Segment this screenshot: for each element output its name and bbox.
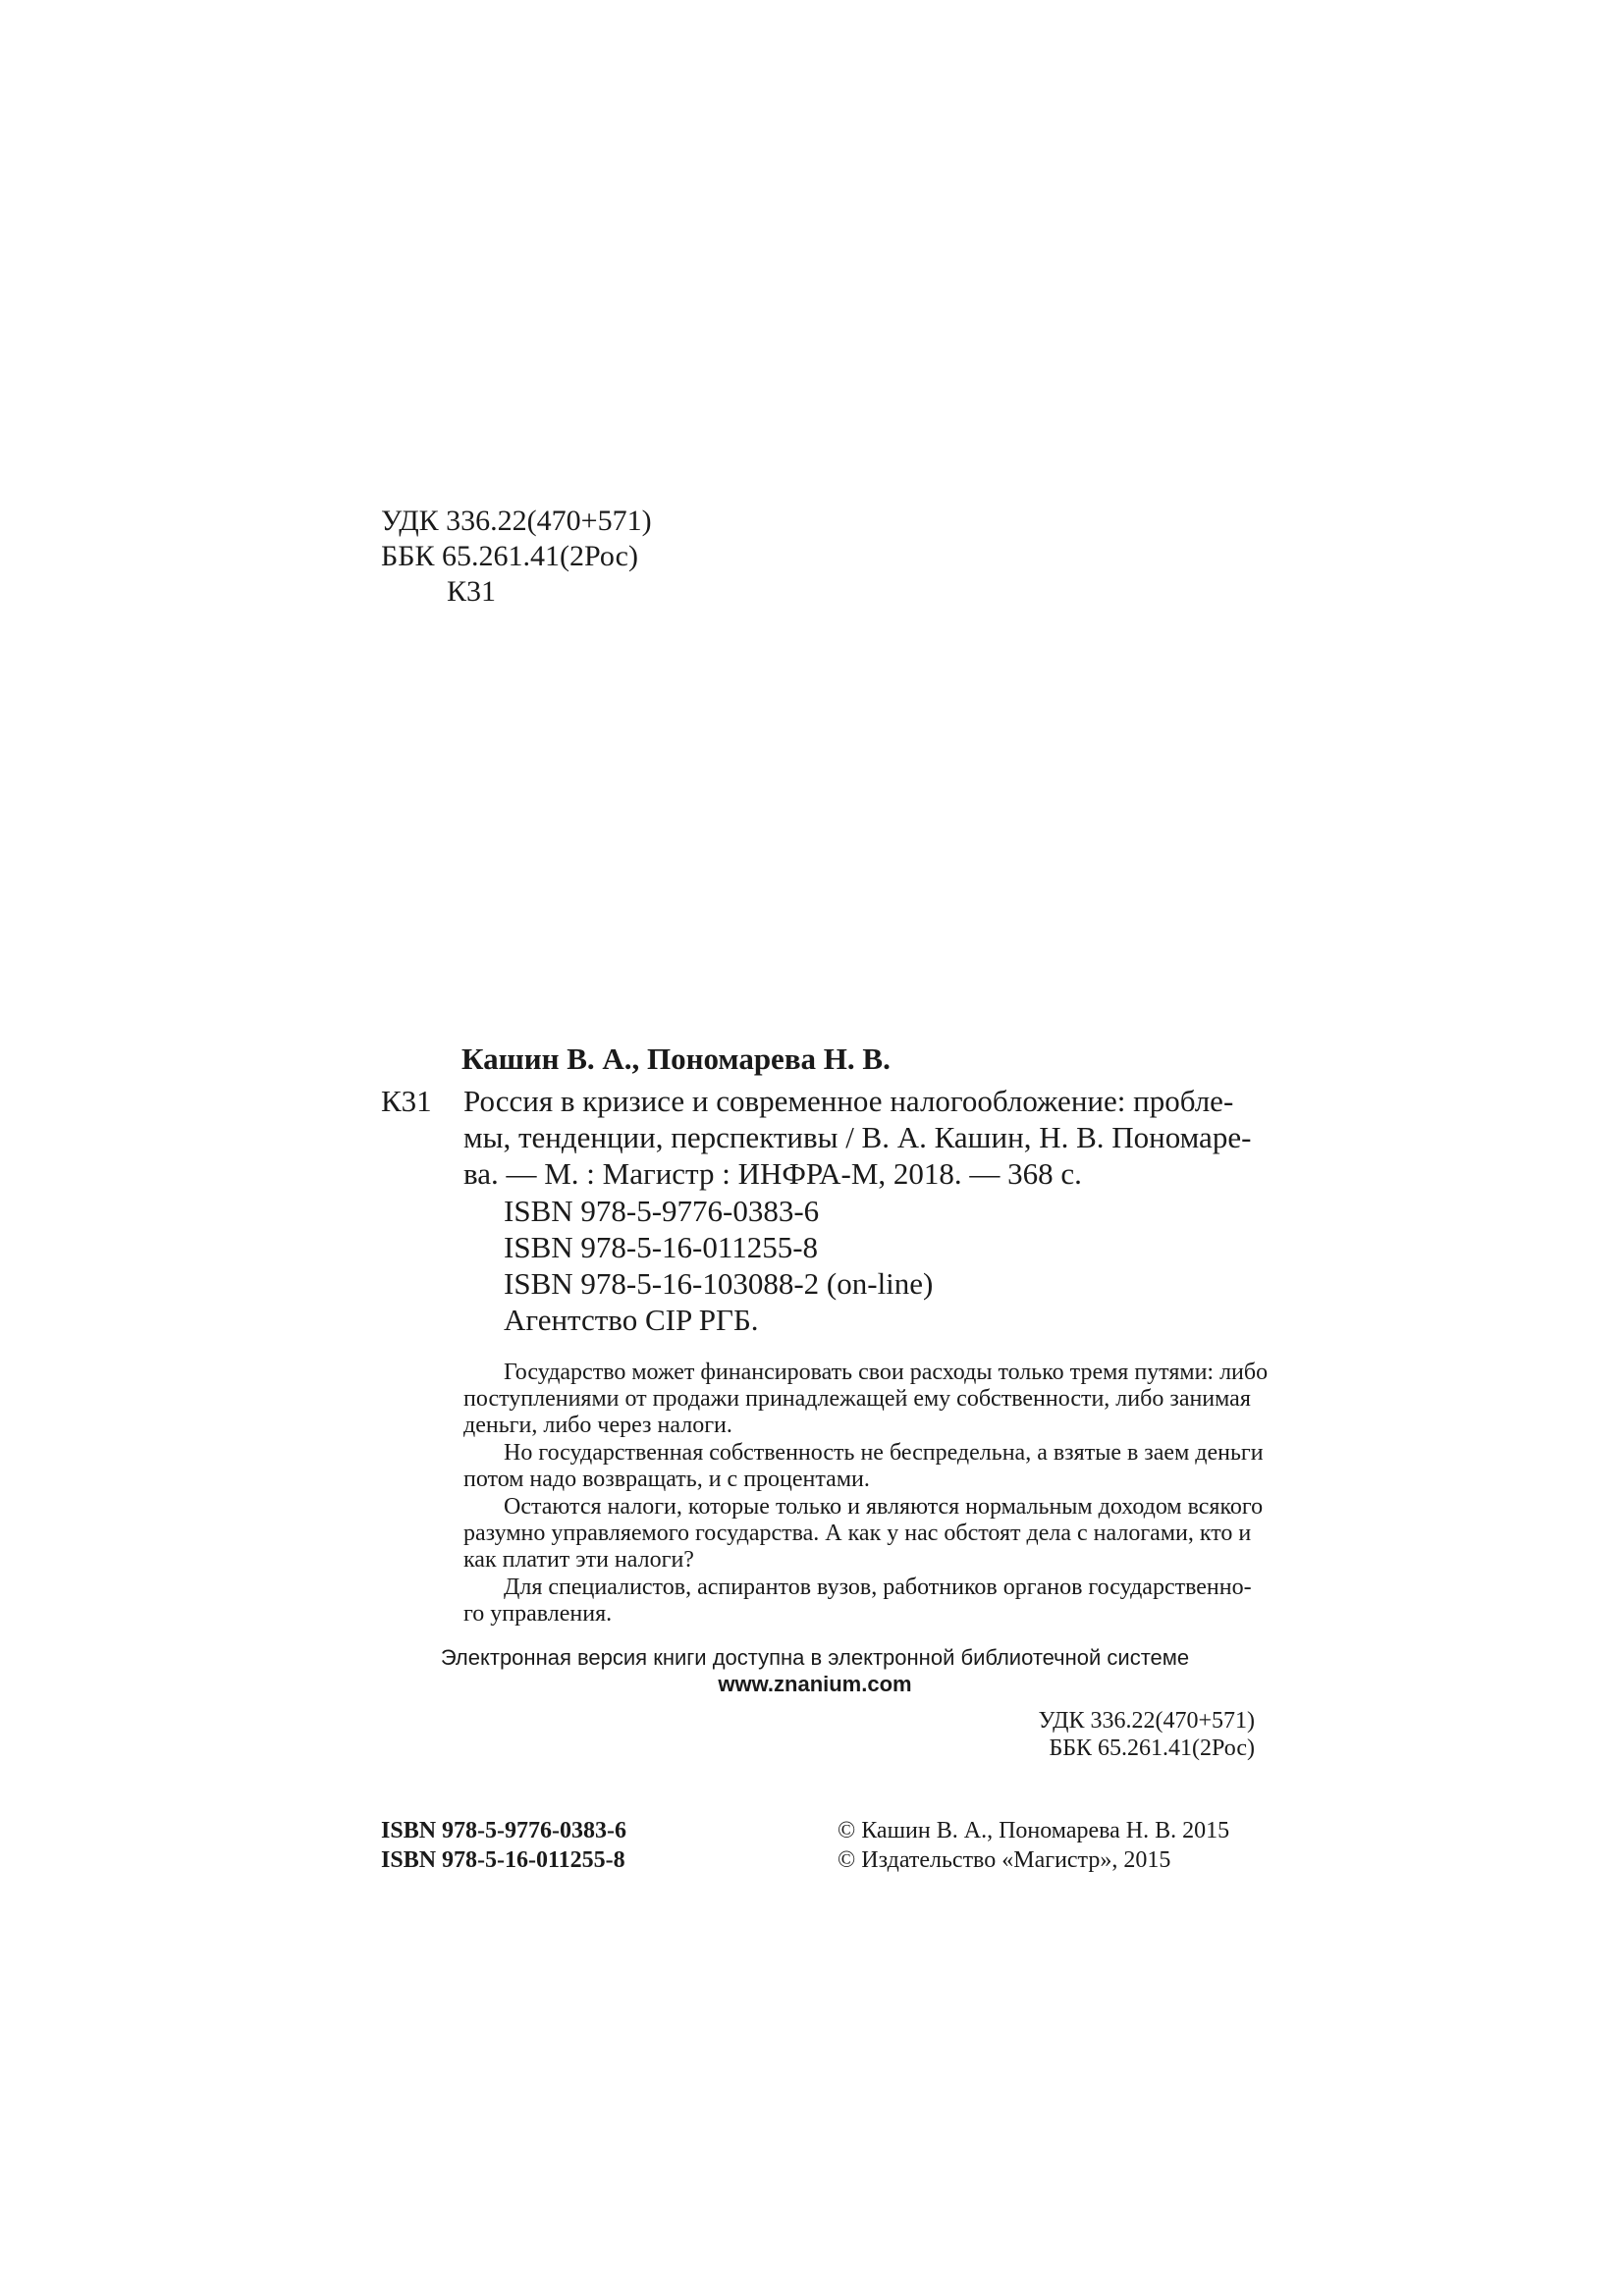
record-mark: К31 [381,1084,432,1118]
bbk-code-top: ББК 65.261.41(2Рос) [381,540,638,572]
annotation-line: Но государственная собственность не беспредельна, а взятые в заем деньги [504,1440,1264,1466]
udk-code-bottom: УДК 336.22(470+571) [1038,1708,1255,1734]
annotation-line: как платит эти налоги? [463,1547,694,1573]
record-authors: Кашин В. А., Пономарева Н. В. [461,1041,891,1076]
udk-code-top: УДК 336.22(470+571) [381,505,652,537]
record-isbn-online: ISBN 978-5-16-103088-2 (on-line) [504,1266,934,1301]
author-mark-top: К31 [447,575,497,608]
record-title-line: Россия в кризисе и современное налогообложение: пробле- [463,1084,1234,1118]
footer-isbn: ISBN 978-5-16-011255-8 [381,1847,625,1873]
annotation-line: го управления. [463,1601,613,1627]
copyright-authors: © Кашин В. А., Пономарева Н. В. 2015 [838,1818,1230,1843]
annotation-line: поступлениями от продажи принадлежащей ему собственности, либо занимая [463,1386,1251,1412]
annotation-line: Государство может финансировать свои расходы только тремя путями: либо [504,1360,1269,1385]
footer-isbn: ISBN 978-5-9776-0383-6 [381,1818,626,1843]
record-isbn: ISBN 978-5-9776-0383-6 [504,1194,820,1228]
electronic-library-url[interactable]: www.znanium.com [718,1672,912,1696]
copyright-publisher: © Издательство «Магистр», 2015 [838,1847,1171,1873]
annotation-line: разумно управляемого государства. А как у нас обстоят дела с налогами, кто и [463,1521,1252,1546]
annotation-line: Остаются налоги, которые только и являются нормальным доходом всякого [504,1494,1264,1520]
annotation-line: Для специалистов, аспирантов вузов, работников органов государственно- [504,1575,1252,1600]
record-agency: Агентство CIP РГБ. [504,1303,759,1337]
record-title-line: мы, тенденции, перспективы / В. А. Кашин, Н. В. Пономаре- [463,1120,1252,1154]
bbk-code-bottom: ББК 65.261.41(2Рос) [1049,1735,1255,1761]
electronic-version-note: Электронная версия книги доступна в электронной библиотечной системе [440,1645,1190,1670]
record-title-line: ва. — М. : Магистр : ИНФРА-М, 2018. — 368 с. [463,1156,1082,1191]
annotation-line: потом надо возвращать, и с процентами. [463,1467,870,1492]
record-isbn: ISBN 978-5-16-011255-8 [504,1230,819,1264]
annotation-line: деньги, либо через налоги. [463,1413,732,1438]
